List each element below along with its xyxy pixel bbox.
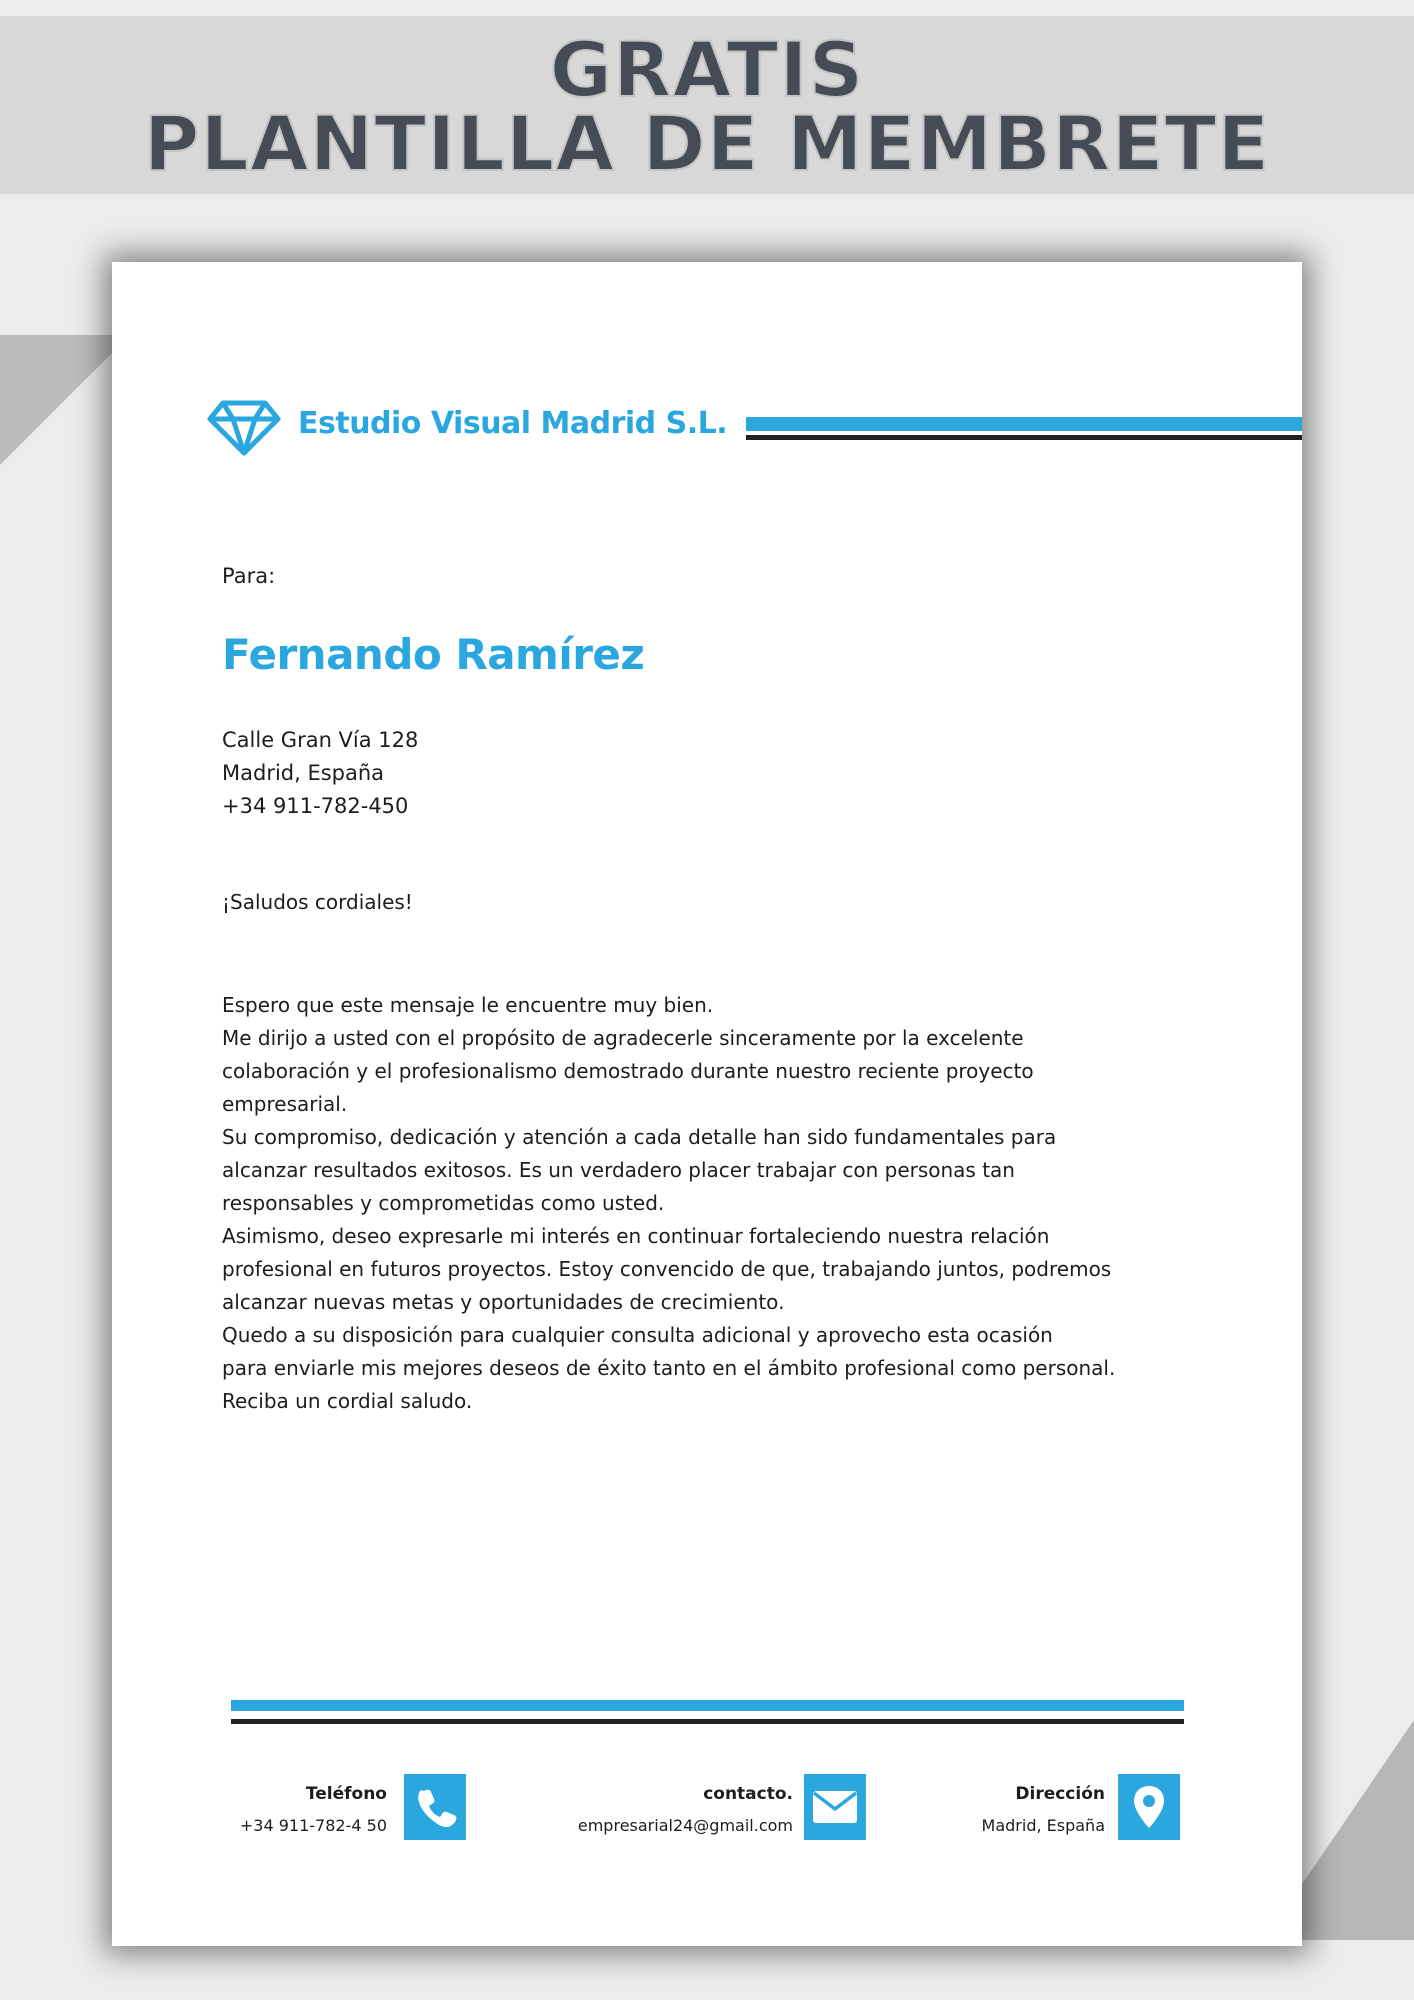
email-value: empresarial24@gmail.com: [577, 1816, 793, 1835]
diamond-icon: [207, 400, 281, 456]
body-line: responsables y comprometidas como usted.: [222, 1191, 665, 1215]
to-label: Para:: [222, 564, 276, 588]
body-line: profesional en futuros proyectos. Estoy convencido de que, trabajando juntos, podremos: [222, 1257, 1112, 1281]
footer-accent-bar: [231, 1700, 1184, 1711]
body-line: Me dirijo a usted con el propósito de agradecerle sinceramente por la excelente: [222, 1026, 1024, 1050]
body-line: para enviarle mis mejores deseos de éxito tanto en el ámbito profesional como personal.: [222, 1356, 1116, 1380]
body-line: Reciba un cordial saludo.: [222, 1389, 473, 1413]
address-label: Dirección: [1015, 1784, 1105, 1804]
address-value: Madrid, España: [981, 1816, 1105, 1835]
body-line: alcanzar resultados exitosos. Es un verdadero placer trabajar con personas tan: [222, 1158, 1015, 1182]
body-line: Espero que este mensaje le encuentre muy bien.: [222, 993, 714, 1017]
banner-title-line-1: GRATIS: [549, 25, 865, 114]
phone-icon: [404, 1774, 466, 1840]
body-line: alcanzar nuevas metas y oportunidades de crecimiento.: [222, 1290, 785, 1314]
greeting: ¡Saludos cordiales!: [222, 890, 413, 914]
recipient-phone-line: +34 911-782-450: [222, 794, 409, 818]
body-line: Quedo a su disposición para cualquier consulta adicional y aprovecho esta ocasión: [222, 1323, 1053, 1347]
recipient-address-line: Calle Gran Vía 128: [222, 728, 419, 752]
banner-title-line-2: PLANTILLA DE MEMBRETE: [143, 99, 1271, 188]
body-line: empresarial.: [222, 1092, 348, 1116]
body-line: Asimismo, deseo expresarle mi interés en continuar fortaleciendo nuestra relación: [222, 1224, 1050, 1248]
email-label: contacto.: [703, 1784, 793, 1804]
header-rule: [746, 435, 1302, 440]
recipient-name: Fernando Ramírez: [222, 630, 645, 679]
title-banner: [0, 16, 1414, 194]
letterhead-page: [112, 262, 1302, 1946]
letter-body: [222, 989, 1115, 1418]
phone-value: +34 911-782-4 50: [239, 1816, 387, 1835]
decorative-triangle-left: [0, 335, 130, 465]
phone-label: Teléfono: [305, 1784, 387, 1804]
footer-rule: [231, 1719, 1184, 1724]
header-accent-bar: [746, 417, 1302, 431]
recipient-city-line: Madrid, España: [222, 761, 385, 785]
envelope-icon: [804, 1774, 866, 1840]
body-line: Su compromiso, dedicación y atención a cada detalle han sido fundamentales para: [222, 1125, 1057, 1149]
body-line: colaboración y el profesionalismo demostrado durante nuestro reciente proyecto: [222, 1059, 1034, 1083]
map-pin-icon: [1118, 1774, 1180, 1840]
company-name: Estudio Visual Madrid S.L.: [298, 406, 728, 441]
